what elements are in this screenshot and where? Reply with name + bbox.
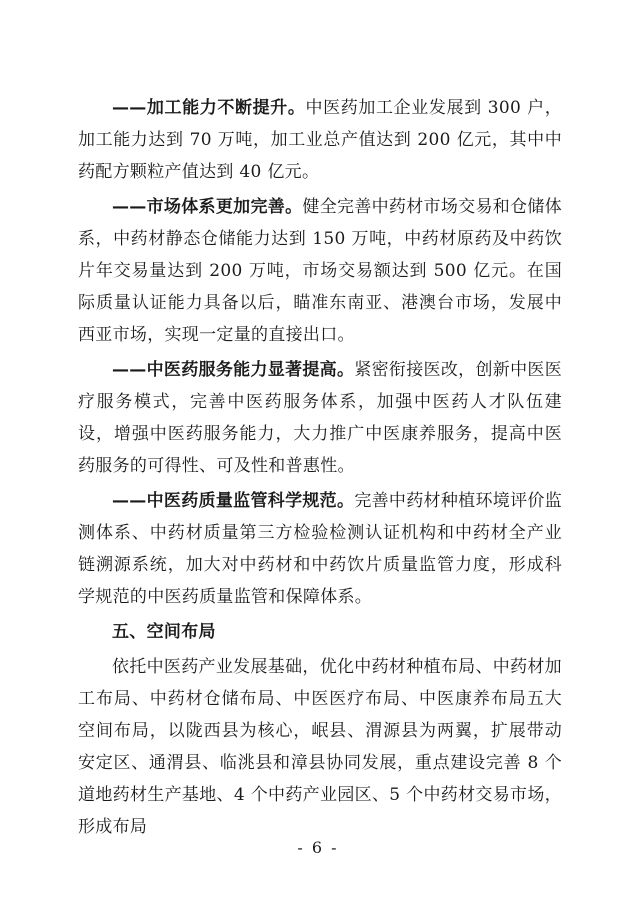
paragraph-text: 完善中药材种植环境评价监测体系、中药材质量第三方检验检测认证机构和中药材全产业链溯源系统，加大对中药材和中药饮片质量监管力度，形成科学规范的中医药质量监管和保障体系。 (78, 491, 562, 607)
paragraph-lead: ——中医药服务能力显著提高。 (112, 360, 355, 380)
paragraph-lead: ——市场体系更加完善。 (112, 197, 303, 217)
page-number: - 6 - (297, 838, 339, 857)
goal-paragraph-processing (78, 92, 562, 188)
goal-paragraph-market (78, 191, 562, 351)
goal-paragraph-quality (78, 485, 562, 613)
goal-paragraph-service (78, 354, 562, 482)
paragraph-text: 健全完善中药材市场交易和仓储体系，中药材静态仓储能力达到 150 万吨，中药材原药及中药饮片年交易量达到 200 万吨，市场交易额达到 500 亿元。在国际质量认证能力具备以后，瞄准东南亚、港澳台市场，发展中西亚市场，实现一定量的直接出口。 (78, 197, 562, 345)
paragraph-text: 中医药加工企业发展到 300 户，加工能力达到 70 万吨，加工业总产值达到 200 亿元，其中中药配方颗粒产值达到 40 亿元。 (78, 98, 562, 182)
document-body (78, 92, 562, 843)
section-heading: 五、空间布局 (112, 622, 216, 642)
layout-paragraph: 依托中医药产业发展基础，优化中药材种植布局、中药材加工布局、中药材仓储布局、中医医疗布局、中医康养布局五大空间布局，以陇西县为核心，岷县、渭源县为两翼，扩展带动安定区、通渭县、临洮县和漳县协同发展，重点建设完善 8 个道地药材生产基地、4 个中药产业园区、5 个中药材交易市场，形成布局 (78, 657, 562, 837)
paragraph-lead: ——中医药质量监管科学规范。 (112, 491, 355, 511)
paragraph-lead: ——加工能力不断提升。 (112, 98, 306, 118)
paragraph-text: 紧密衔接医改，创新中医医疗服务模式，完善中医药服务体系，加强中医药人才队伍建设，增强中医药服务能力，大力推广中医康养服务，提高中医药服务的可得性、可及性和普惠性。 (78, 360, 562, 476)
